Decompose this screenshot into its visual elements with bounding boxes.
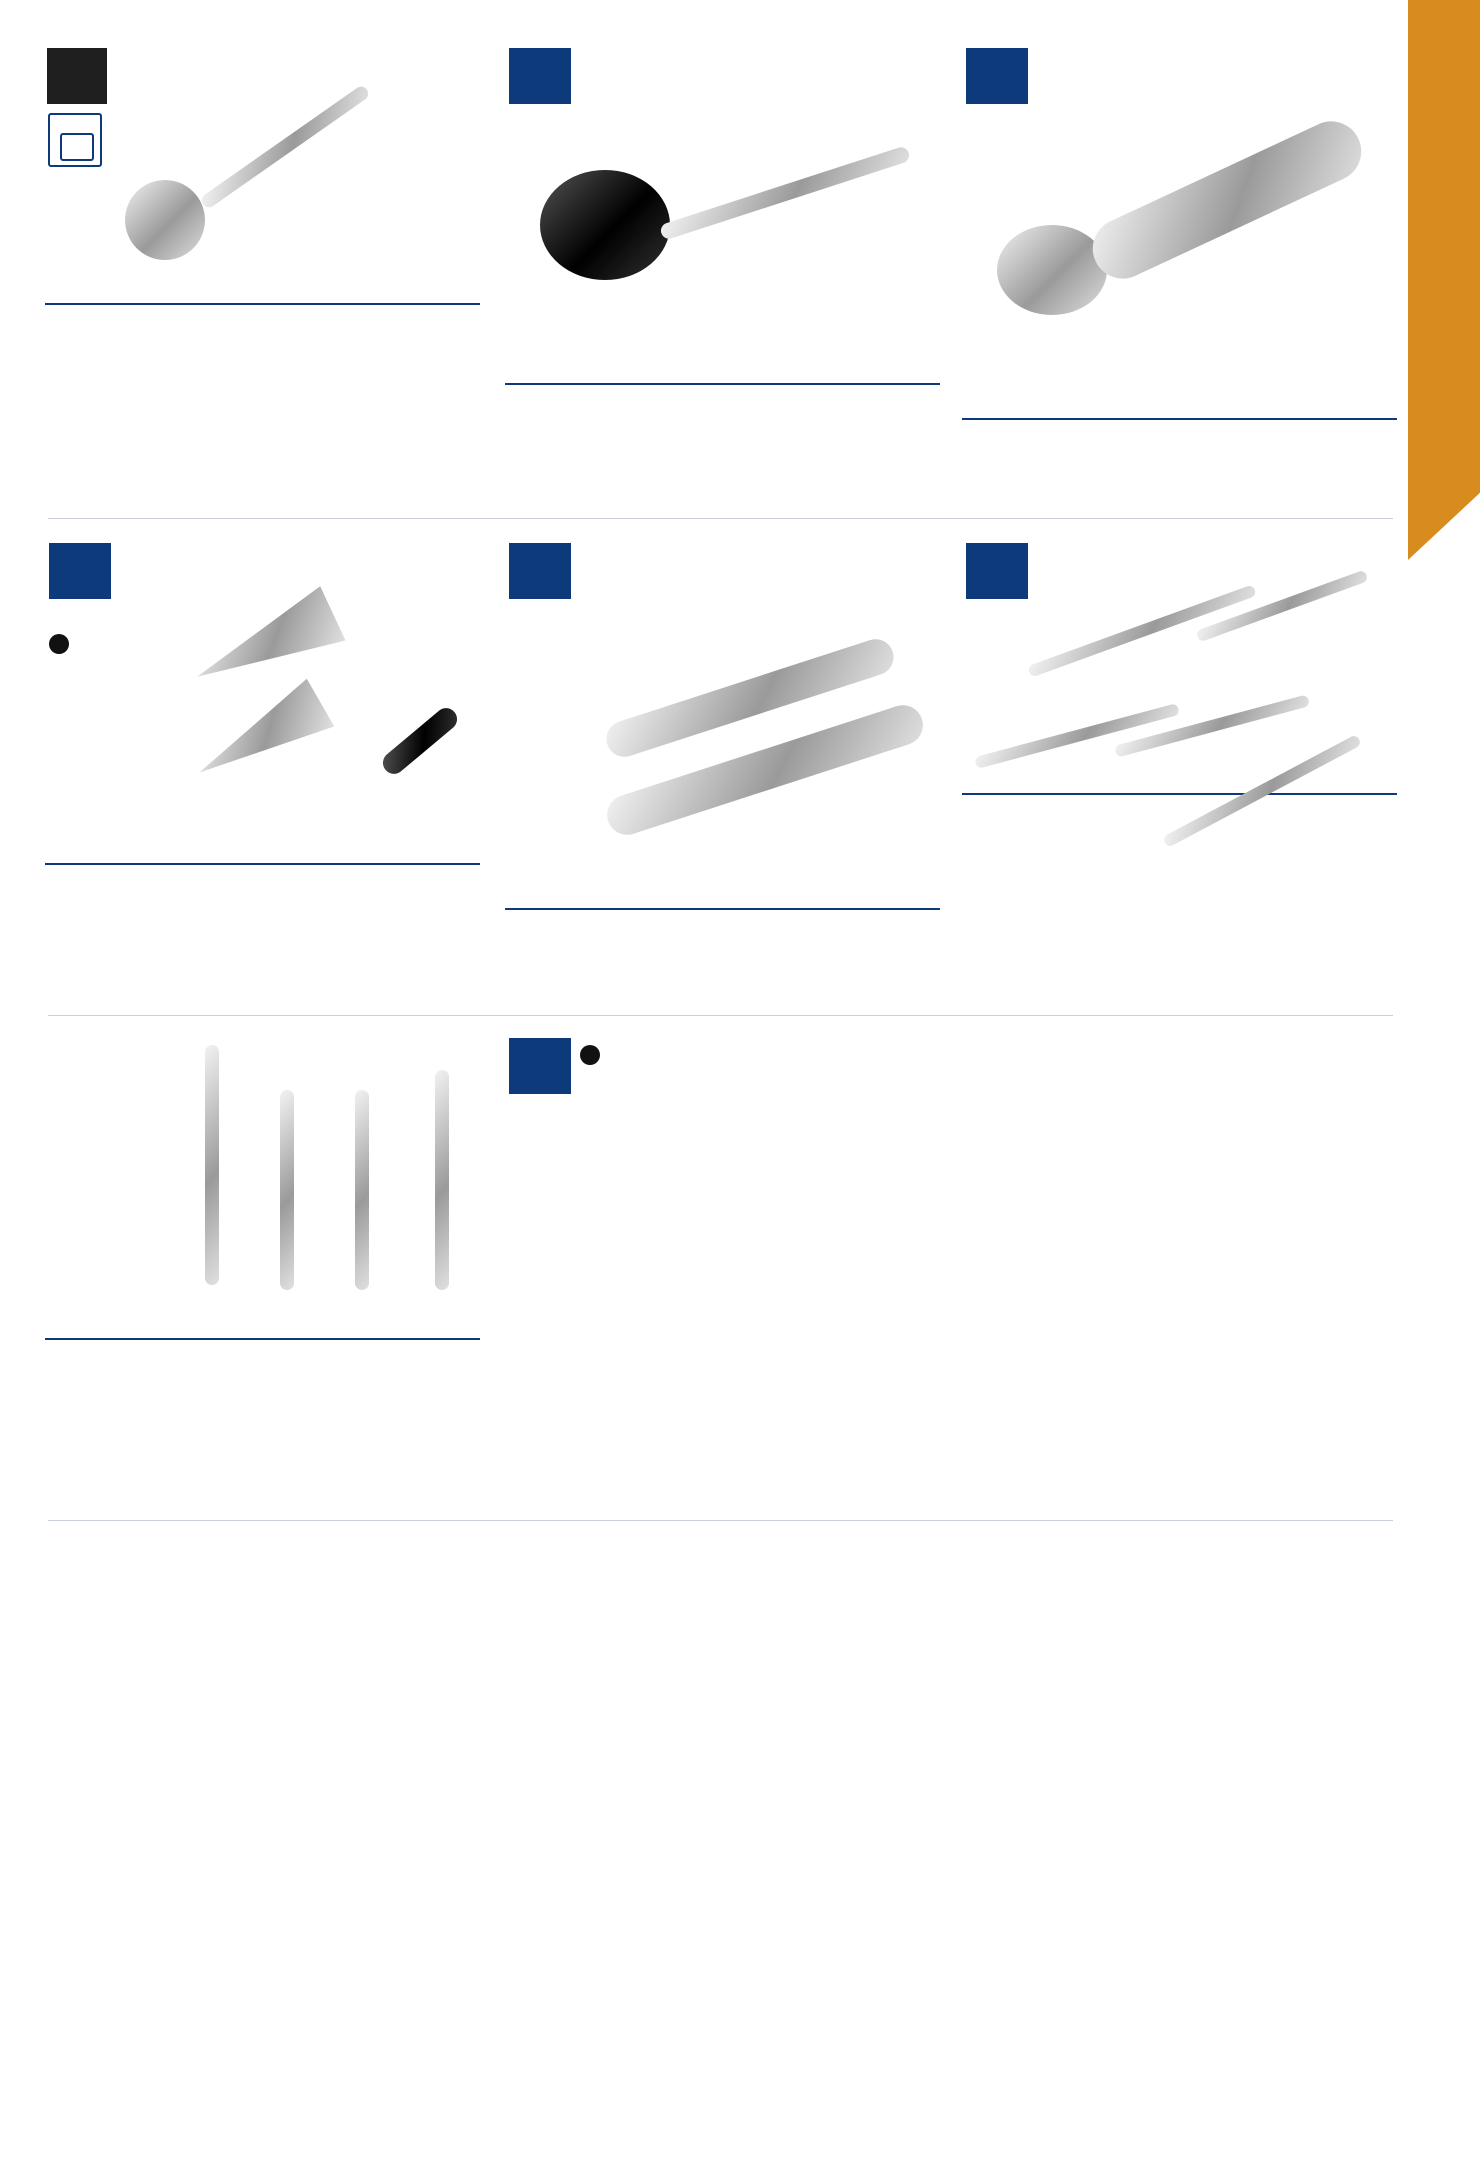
hendi-logo — [49, 632, 75, 656]
product-table — [962, 787, 1397, 795]
scoop-bowl — [540, 170, 670, 280]
scoop-bowl — [125, 180, 205, 260]
col-code — [505, 902, 678, 909]
col-name — [218, 1332, 391, 1339]
scoop-handle — [659, 145, 911, 241]
metro-logo — [49, 543, 111, 599]
product-table — [505, 377, 940, 385]
product-card — [505, 1035, 940, 1302]
spoon — [1114, 694, 1310, 757]
salad-spoon — [280, 1090, 294, 1290]
product-card — [505, 45, 940, 385]
col-name — [1135, 412, 1308, 419]
cake-server-1 — [184, 586, 345, 704]
col-dot — [390, 297, 420, 304]
metro-logo — [966, 543, 1028, 599]
col-dot — [1307, 412, 1337, 419]
soup-ladle — [205, 1045, 219, 1285]
hendi-logo — [580, 1043, 606, 1067]
dishwasher-icon — [48, 113, 102, 167]
col-pack — [420, 297, 480, 304]
cake-server-2 — [186, 679, 335, 797]
spoon-handle — [1083, 112, 1371, 289]
metro-logo — [966, 48, 1028, 104]
col-code — [45, 1332, 218, 1339]
col-pack — [420, 1332, 480, 1339]
product-table — [45, 297, 480, 305]
col-code — [45, 857, 218, 864]
product-table — [45, 857, 480, 865]
section-tab — [1408, 0, 1480, 560]
col-dot — [390, 1332, 420, 1339]
product-card — [45, 540, 480, 865]
salad-fork — [355, 1090, 369, 1290]
product-image — [45, 540, 480, 845]
product-image — [45, 45, 480, 285]
metro-logo — [509, 1038, 571, 1094]
col-name — [218, 857, 391, 864]
col-name — [678, 902, 851, 909]
col-pack — [1337, 787, 1397, 794]
cake-server-3-handle — [378, 704, 461, 779]
product-table — [505, 902, 940, 910]
product-card — [45, 1035, 480, 1340]
col-dot — [390, 857, 420, 864]
product-image — [962, 45, 1397, 400]
col-pack — [880, 377, 940, 384]
col-dot — [850, 902, 880, 909]
col-dot — [1307, 787, 1337, 794]
product-card — [505, 540, 940, 910]
col-pack — [880, 902, 940, 909]
row-separator — [48, 518, 1393, 519]
col-name — [678, 377, 851, 384]
product-image — [45, 1035, 480, 1320]
spoon-bowl — [997, 225, 1107, 315]
col-pack — [420, 857, 480, 864]
col-code — [962, 412, 1135, 419]
aps-logo — [47, 48, 107, 104]
product-table — [962, 412, 1397, 420]
product-image — [505, 1035, 940, 1302]
col-code — [45, 297, 218, 304]
cake-server — [435, 1070, 449, 1290]
col-pack — [1337, 412, 1397, 419]
product-image — [505, 540, 940, 890]
col-name — [218, 297, 391, 304]
col-code — [505, 377, 678, 384]
product-card — [45, 45, 480, 305]
metro-logo — [509, 48, 571, 104]
product-card — [962, 45, 1397, 420]
col-name — [1135, 787, 1308, 794]
product-image — [962, 540, 1397, 775]
row-separator — [48, 1015, 1393, 1016]
col-code — [962, 787, 1135, 794]
row-separator — [48, 1520, 1393, 1521]
metro-logo — [509, 543, 571, 599]
col-dot — [850, 377, 880, 384]
scoop-handle — [199, 84, 371, 210]
product-card — [962, 540, 1397, 795]
product-image — [505, 45, 940, 365]
product-table — [45, 1332, 480, 1340]
